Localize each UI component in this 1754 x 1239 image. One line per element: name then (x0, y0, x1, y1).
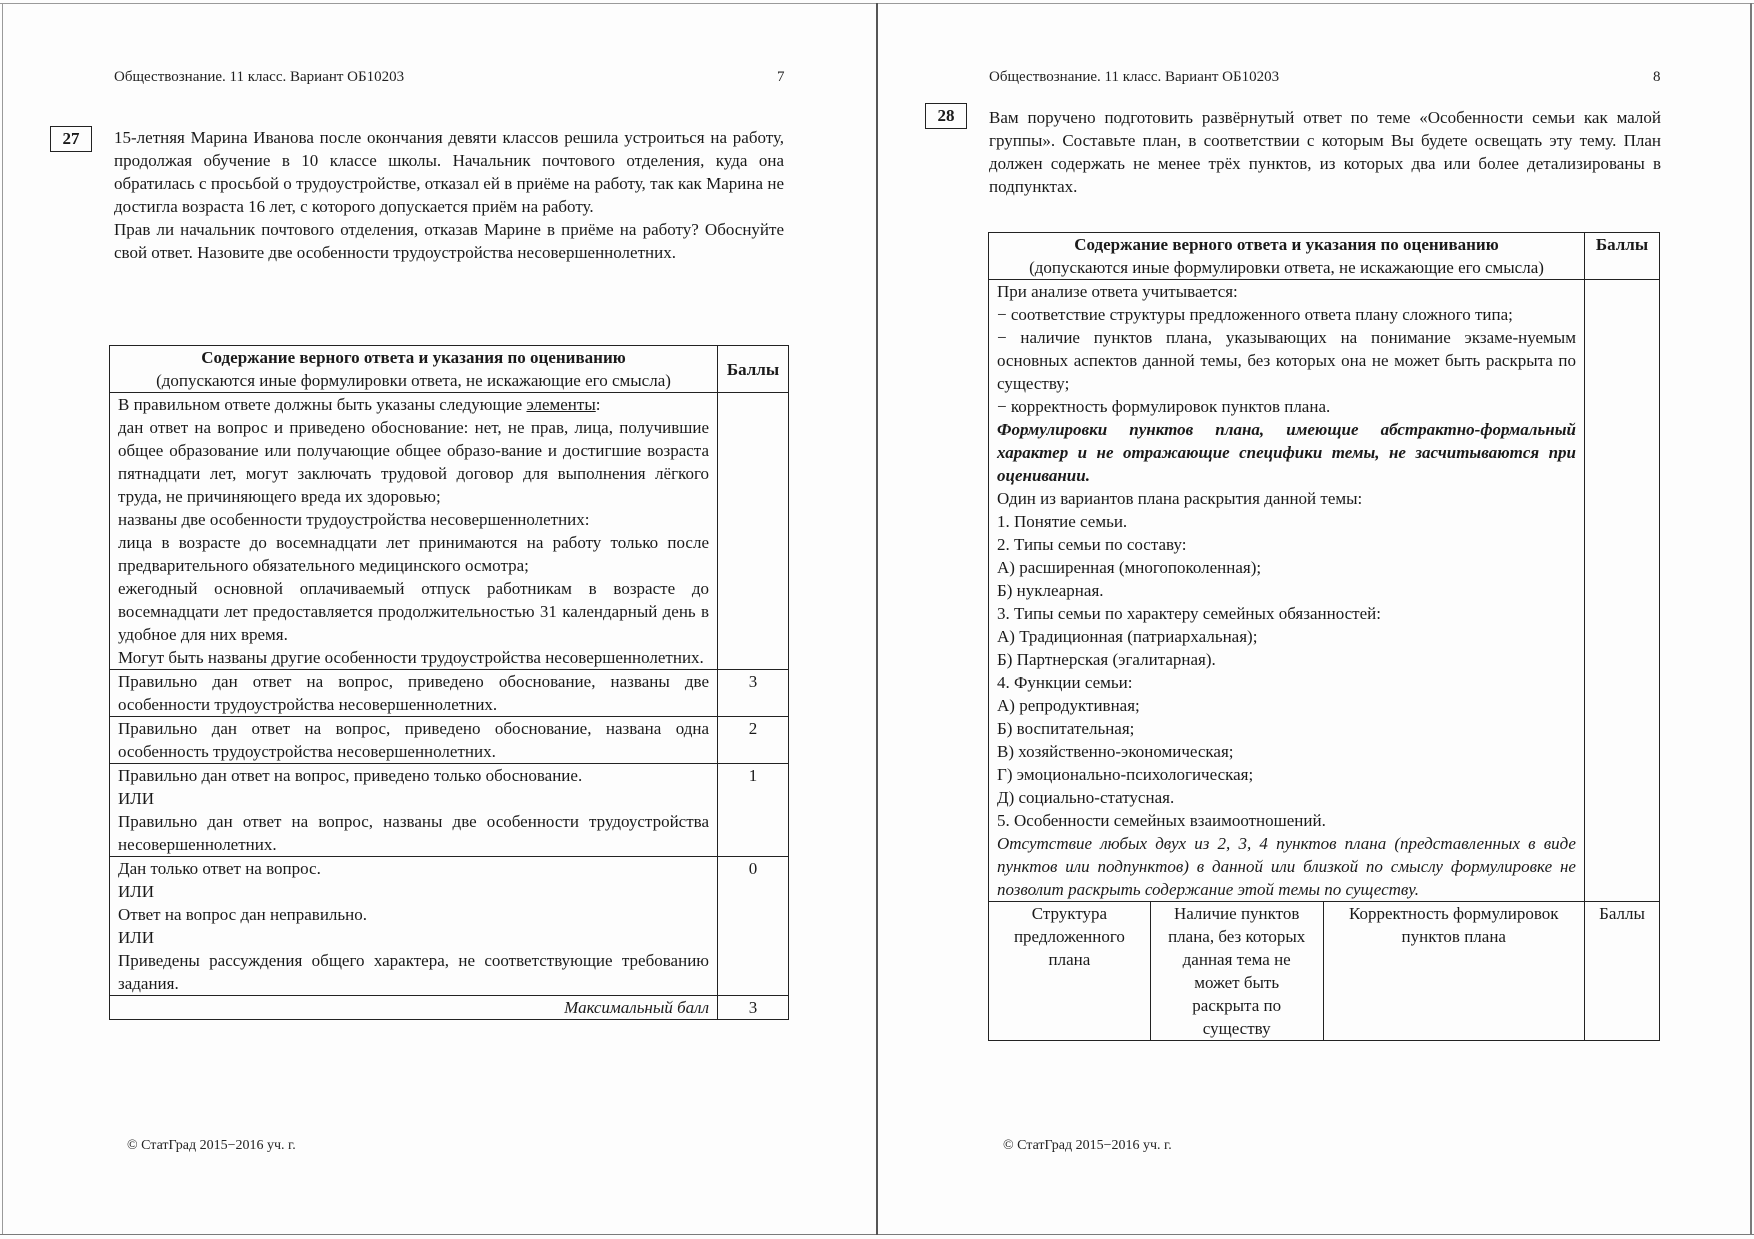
sub-header-correctness: Корректность формулировок пунктов плана (1323, 902, 1584, 1041)
plan-line: 4. Функции семьи: (997, 673, 1133, 692)
plan-line: В) хозяйственно-экономическая; (997, 742, 1234, 761)
table-header-row (989, 233, 1660, 280)
answer-line: Могут быть названы другие особенности трудоустройства несовершеннолетних. (118, 648, 704, 667)
copyright-footer: © СтатГрад 2015−2016 уч. г. (1003, 1138, 1172, 1153)
answer-line: лица в возрасте до восемнадцати лет принимаются на работу только после предварительного обязательного медицинского осмотра; (118, 533, 709, 575)
criterion-cell (110, 764, 718, 857)
page-8 (878, 0, 1750, 1239)
table-row (110, 670, 789, 717)
plan-line: Б) Партнерская (эгалитарная). (997, 650, 1216, 669)
plan-line: А) репродуктивная; (997, 696, 1140, 715)
criterion-or: ИЛИ (118, 928, 155, 947)
max-score-label: Максимальный балл (110, 996, 718, 1020)
sub-header-score: Баллы (1584, 902, 1659, 1041)
score-cell: 2 (718, 717, 789, 764)
max-score-row (110, 996, 789, 1020)
header-note: (допускаются иные формулировки ответа, не искажающие его смысла) (1029, 258, 1544, 277)
plan-line: А) Традиционная (патриархальная); (997, 627, 1258, 646)
page-number: 7 (777, 69, 785, 85)
grading-table (988, 232, 1660, 1041)
header-note: (допускаются иные формулировки ответа, не искажающие его смысла) (156, 371, 671, 390)
table-row (110, 857, 789, 996)
answer-intro-suffix: : (595, 395, 601, 414)
criterion-line: Правильно дан ответ на вопрос, приведено обоснование, названы две особенности трудоустройства несовершеннолетних. (118, 672, 709, 714)
plan-line: Б) воспитательная; (997, 719, 1135, 738)
criterion-cell (110, 717, 718, 764)
criteria-item: − наличие пунктов плана, указывающих на понимание экзаме-нуемым основных аспектов данной темы, без которых она не может быть раскрыта по существу; (997, 328, 1576, 393)
criteria-item: − соответствие структуры предложенного ответа плану сложного типа; (997, 305, 1513, 324)
sub-header-presence: Наличие пунктов плана, без которых данная тема не может быть раскрыта по существу (1150, 902, 1323, 1041)
criterion-line: Приведены рассуждения общего характера, не соответствующие требованию задания. (118, 951, 709, 993)
criterion-line: Дан только ответ на вопрос. (118, 859, 321, 878)
plan-line: Г) эмоционально-психологическая; (997, 765, 1254, 784)
empty-score-cell (718, 393, 789, 670)
grading-table (109, 345, 789, 1020)
criteria-cell (989, 280, 1585, 902)
score-cell: 1 (718, 764, 789, 857)
answer-line: названы две особенности трудоустройства несовершеннолетних: (118, 510, 590, 529)
table-header-row (110, 346, 789, 393)
criterion-cell (110, 670, 718, 717)
question-prompt (114, 126, 784, 264)
sub-header-structure: Структура предложенного плана (989, 902, 1151, 1041)
criterion-line: Правильно дан ответ на вопрос, приведено только обоснование. (118, 766, 583, 785)
criterion-or: ИЛИ (118, 789, 155, 808)
header-content (110, 346, 718, 393)
plan-line: 5. Особенности семейных взаимоотношений. (997, 811, 1326, 830)
question-number-badge: 27 (50, 126, 92, 152)
score-cell: 0 (718, 857, 789, 996)
criteria-intro: При анализе ответа учитывается: (997, 282, 1238, 301)
plan-line: 1. Понятие семьи. (997, 512, 1128, 531)
answer-line: дан ответ на вопрос и приведено обоснование: нет, не прав, лица, получившие общее образование или получающие общее образо-вание и достигшие возраста пятнадцати лет, могут заключать трудовой договор для выполнения лёгкого труда, не причиняющего вреда их здоровью; (118, 418, 709, 506)
plan-line: 2. Типы семьи по составу: (997, 535, 1187, 554)
sub-header-row (989, 902, 1660, 1041)
table-row (110, 393, 789, 670)
max-score-value: 3 (718, 996, 789, 1020)
criteria-item: − корректность формулировок пунктов плана. (997, 397, 1331, 416)
header-title: Содержание верного ответа и указания по оцениванию (201, 348, 626, 367)
header-score: Баллы (718, 346, 789, 393)
criterion-cell (110, 857, 718, 996)
plan-note: Отсутствие любых двух из 2, 3, 4 пунктов плана (представленных в виде пунктов или подпунктов) в данной или близкой по смыслу формулировке не позволит раскрыть содержание этой темы по существу. (997, 834, 1576, 899)
header-content (989, 233, 1585, 280)
question-prompt: Вам поручено подготовить развёрнутый ответ по теме «Особенности семьи как малой группы». Составьте план, в соответствии с которым Вы будете освещать эту тему. План должен содержать не менее трёх пунктов, из которых два или более детализированы в подпунктах. (989, 108, 1661, 196)
answer-line: ежегодный основной оплачиваемый отпуск работникам в возрасте до восемнадцати лет предоставляется продолжительностью 31 календарный день в удобное для них время. (118, 579, 709, 644)
plan-line: А) расширенная (многопоколенная); (997, 558, 1262, 577)
running-head: Обществознание. 11 класс. Вариант ОБ10203 (114, 69, 405, 85)
header-title: Содержание верного ответа и указания по оцениванию (1074, 235, 1499, 254)
plan-line: 3. Типы семьи по характеру семейных обязанностей: (997, 604, 1381, 623)
header-score: Баллы (1584, 233, 1659, 280)
empty-score-cell (1584, 280, 1659, 902)
criterion-line: Ответ на вопрос дан неправильно. (118, 905, 368, 924)
copyright-footer: © СтатГрад 2015−2016 уч. г. (127, 1138, 296, 1153)
page-number: 8 (1653, 69, 1661, 85)
criterion-line: Правильно дан ответ на вопрос, названы две особенности трудоустройства несовершеннолетних. (118, 812, 709, 854)
table-row (110, 764, 789, 857)
criterion-line: Правильно дан ответ на вопрос, приведено обоснование, названа одна особенность трудоустройства несовершеннолетних. (118, 719, 709, 761)
answer-intro (118, 393, 709, 416)
running-head: Обществознание. 11 класс. Вариант ОБ10203 (989, 69, 1280, 85)
plan-intro: Один из вариантов плана раскрытия данной темы: (997, 489, 1363, 508)
table-row (110, 717, 789, 764)
answer-intro-text: В правильном ответе должны быть указаны следующие (118, 395, 527, 414)
prompt-paragraph: 15-летняя Марина Иванова после окончания девяти классов решила устроиться на работу, продолжая обучение в 10 классе школы. Начальник почтового отделения, куда она обратилась с просьбой о трудоустройстве, отказал ей в приёме на работу, так как Марина не достигла возраста 16 лет, с которого допускается приём на работу. (114, 128, 784, 216)
answer-intro-underlined: элементы (526, 395, 596, 414)
criterion-or: ИЛИ (118, 882, 155, 901)
score-cell: 3 (718, 670, 789, 717)
prompt-paragraph: Прав ли начальник почтового отделения, отказав Марине в приёме на работу? Обоснуйте свой ответ. Назовите две особенности трудоустройства несовершеннолетних. (114, 220, 784, 262)
warning-note: Формулировки пунктов плана, имеющие абстрактно-формальный характер и не отражающие специфики темы, не засчитываются при оценивании. (997, 420, 1576, 485)
plan-line: Д) социально-статусная. (997, 788, 1175, 807)
viewer-frame-right (1750, 3, 1752, 1235)
answer-elements (110, 393, 718, 670)
page-7 (0, 0, 876, 1239)
plan-line: Б) нуклеарная. (997, 581, 1104, 600)
question-number-badge: 28 (925, 103, 967, 129)
table-row (989, 280, 1660, 902)
